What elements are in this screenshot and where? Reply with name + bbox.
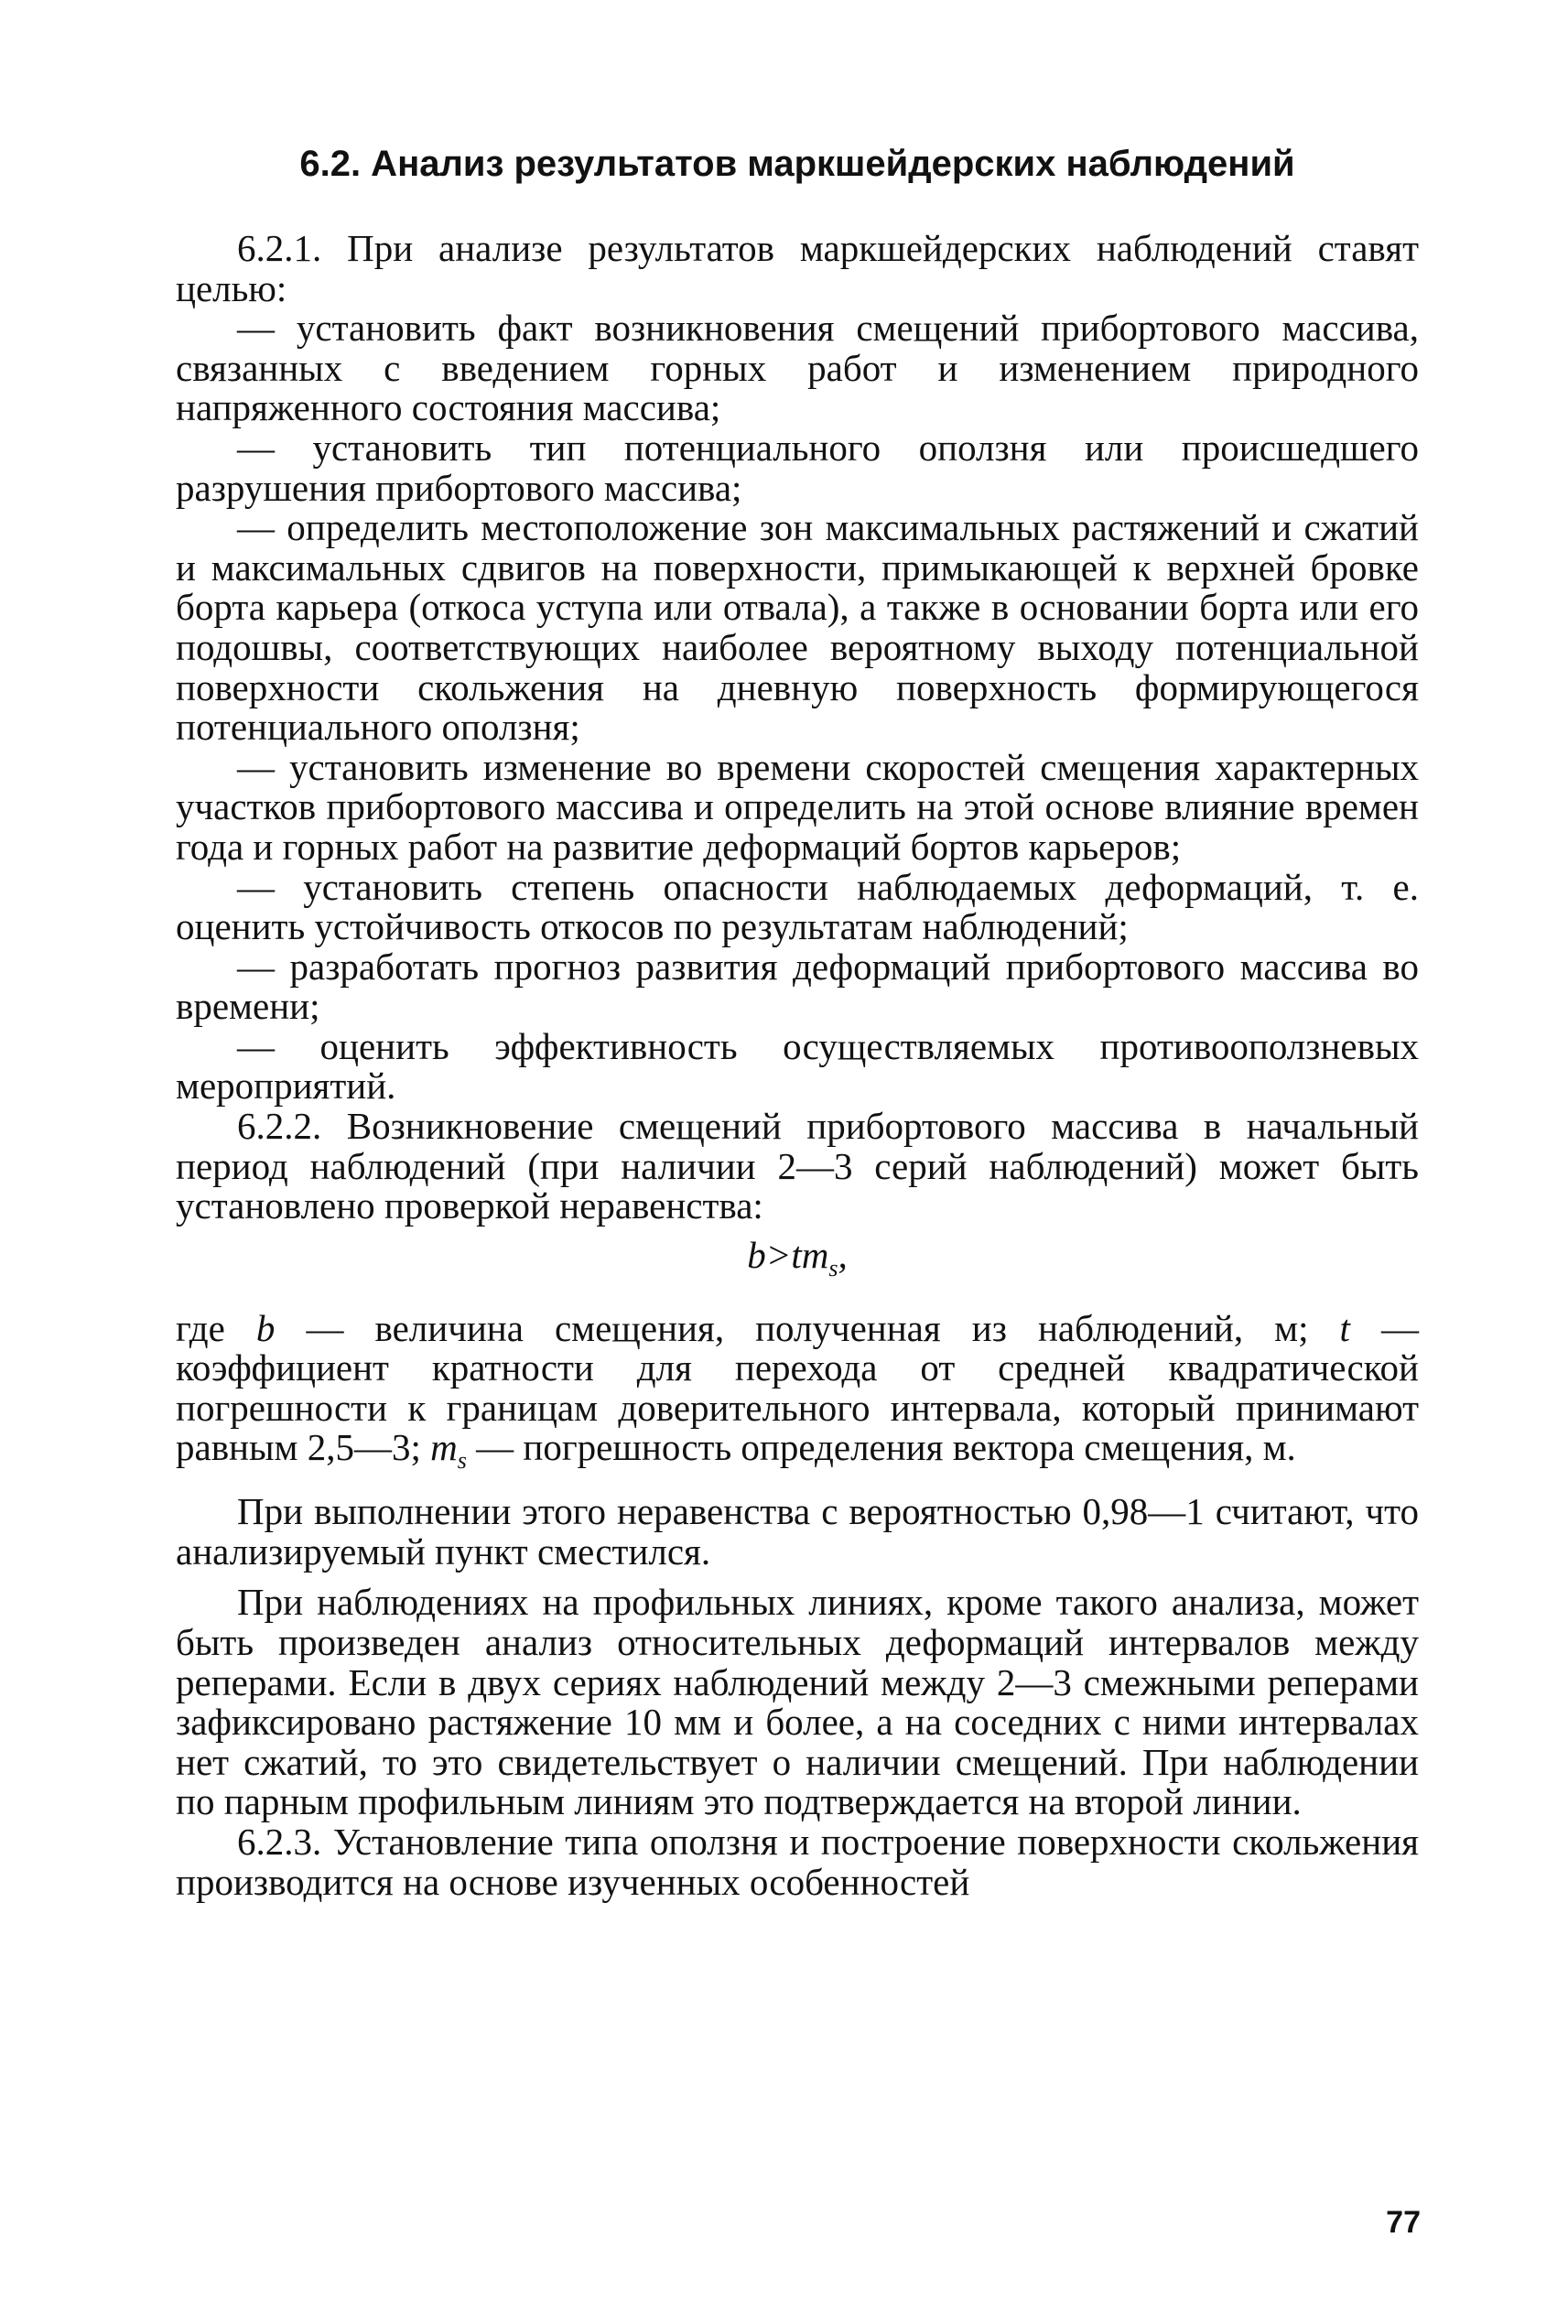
paragraph-6-2-1: 6.2.1. При анализе результатов маркшейдерских наблюдений ставят целью: [176,227,1419,309]
symbol-m-subscript: s [457,1447,467,1475]
page-content [176,142,1419,1902]
where-text-4: — погрешность определения вектора смещения, м. [466,1426,1296,1469]
formula-explanation [176,1306,1420,1482]
paragraph-probability: При выполнении этого неравенства с вероятностью 0,98—1 считают, что анализируемый пункт сместился. [176,1490,1419,1573]
section-heading: 6.2. Анализ результатов маркшейдерских наблюдений [299,144,1295,184]
symbol-t: t [1339,1306,1350,1349]
formula-main: b>tm [747,1233,829,1276]
paragraph-6-2-2: 6.2.2. Возникновение смещений прибортового массива в начальный период наблюдений (при наличии 2—3 серий наблюдений) может быть установлено проверкой неравенства: [176,1105,1419,1227]
bullet-item: — установить степень опасности наблюдаемых деформаций, т. е. оценить устойчивость откосов по результатам наблюдений; [176,865,1419,948]
symbol-b: b [255,1306,276,1349]
paragraph-profile-lines: При наблюдениях на профильных линиях, кроме такого анализа, может быть произведен анализ относительных деформаций интервалов между реперами. Если в двух сериях наблюдений между 2—3 смежными реперами зафиксировано растяжение 10 мм и более, а на соседних с ними интервалах нет сжатий, то это свидетельствует о наличии смещений. При наблюдении по парным профильным линиям это подтверждается на второй линии. [176,1581,1419,1823]
inequality-formula [176,1233,1419,1289]
formula-tail: , [838,1233,848,1276]
bullet-item: — установить изменение во времени скоростей смещения характерных участков прибортового массива и определить на этой основе влияние времен года и горных работ на развитие деформаций бортов карьеров; [176,745,1419,868]
formula-subscript: s [828,1255,838,1282]
where-text-3: — коэффициент кратности для перехода от средней квадратической погрешности к границам доверительного интервала, который принимают равным 2,5—3; [176,1306,1420,1469]
where-text-1: где [176,1306,256,1349]
bullet-item: — определить местоположение зон максимальных растяжений и сжатий и максимальных сдвигов на поверхности, примыкающей к верхней бровке борта карьера (откоса уступа или отвала), а также в основании борта или его подошвы, соответствующих наиболее вероятному выходу потенциальной поверхности скольжения на дневную поверхность формирующегося потенциального оползня; [176,506,1419,749]
bullet-item: — оценить эффективность осуществляемых противооползневых мероприятий. [176,1024,1419,1108]
paragraph-6-2-3: 6.2.3. Установление типа оползня и построение поверхности скольжения производится на основе изученных особенностей [176,1820,1419,1903]
where-text-2: — величина смещения, полученная из наблюдений, м; [275,1306,1340,1349]
bullet-item: — установить тип потенциального оползня или происшедшего разрушения прибортового массива; [176,426,1419,509]
bullet-item: — разработать прогноз развития деформаций прибортового массива во времени; [176,945,1419,1028]
bullet-item: — установить факт возникновения смещений прибортового массива, связанных с введением горных работ и изменением природного напряженного состояния массива; [176,307,1419,429]
symbol-m: m [430,1426,458,1469]
page-number: 77 [1386,2205,1421,2240]
